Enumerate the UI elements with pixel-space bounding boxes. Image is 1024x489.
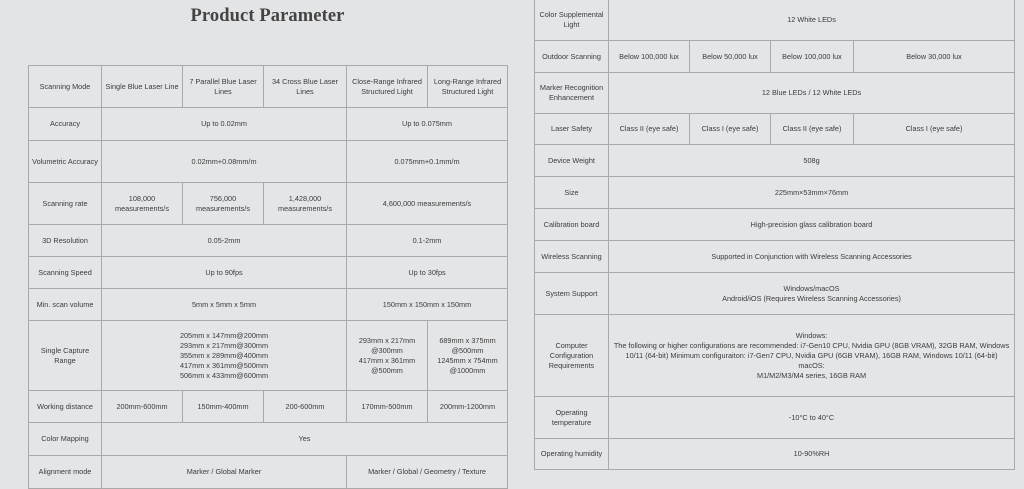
cell-value: Up to 90fps (102, 257, 347, 289)
table-row-volumetric-accuracy (29, 141, 508, 183)
table-row-working-distance (29, 391, 508, 423)
cell-value: 225mm×53mm×76mm (609, 177, 1015, 209)
table-row-scanning-speed (29, 257, 508, 289)
table-row-alignment-mode (29, 456, 508, 489)
row-label: Accuracy (29, 108, 102, 141)
table-row-accuracy (29, 108, 508, 141)
cell-value: 200mm-600mm (102, 391, 183, 423)
row-label: Color Supplemental Light (535, 0, 609, 41)
mode-header: 7 Parallel Blue Laser Lines (183, 66, 264, 108)
row-label: 3D Resolution (29, 225, 102, 257)
table-row-color-mapping (29, 423, 508, 456)
cell-value: Below 100,000 lux (609, 41, 690, 73)
row-label: Operating temperature (535, 397, 609, 439)
row-label: Working distance (29, 391, 102, 423)
cell-value: Marker / Global Marker (102, 456, 347, 489)
table-row-operating-temperature (535, 397, 1015, 439)
table-row-computer-requirements (535, 315, 1015, 397)
row-label: Marker Recognition Enhancement (535, 73, 609, 114)
mode-header: Long-Range Infrared Structured Light (428, 66, 508, 108)
table-row-3d-resolution (29, 225, 508, 257)
cell-value: Class I (eye safe) (690, 114, 771, 145)
row-label: System Support (535, 273, 609, 315)
cell-value: 205mm x 147mm@200mm 293mm x 217mm@300mm 355mm x 289mm@400mm 417mm x 361mm@500mm 506mm x 433mm@600mm (102, 321, 347, 391)
row-label: Device Weight (535, 145, 609, 177)
cell-value: -10°C to 40°C (609, 397, 1015, 439)
cell-value: Up to 0.02mm (102, 108, 347, 141)
cell-value: 200mm-1200mm (428, 391, 508, 423)
cell-value: Class I (eye safe) (854, 114, 1015, 145)
row-label: Computer Configuration Requirements (535, 315, 609, 397)
table-row-size (535, 177, 1015, 209)
table-row-calibration-board (535, 209, 1015, 241)
row-label: Scanning Speed (29, 257, 102, 289)
mode-header: 34 Cross Blue Laser Lines (264, 66, 347, 108)
cell-value: 293mm x 217mm @300mm 417mm x 361mm @500mm (347, 321, 428, 391)
row-label: Size (535, 177, 609, 209)
cell-value: 150mm-400mm (183, 391, 264, 423)
row-label: Scanning Mode (29, 66, 102, 108)
table-row-system-support (535, 273, 1015, 315)
row-label: Volumetric Accuracy (29, 141, 102, 183)
cell-value: 756,000 measurements/s (183, 183, 264, 225)
table-row-device-weight (535, 145, 1015, 177)
row-label: Single Capture Range (29, 321, 102, 391)
cell-value: 12 White LEDs (609, 0, 1015, 41)
table-row-single-capture-range (29, 321, 508, 391)
cell-value: 0.1-2mm (347, 225, 508, 257)
cell-value: Windows: The following or higher configurations are recommended: i7-Gen10 CPU, Nvidia GPU (8GB VRAM), 32GB RAM, Windows 10/11 (64-bit) Minimum configuraiton: i7-Gen7 CPU, Nvidia GPU (6GB VRAM), 16GB RAM, Windows 10/11 (64-bit) macOS: M1/M2/M3/M4 series, 16GB RAM (609, 315, 1015, 397)
mode-header: Single Blue Laser Line (102, 66, 183, 108)
table-row-min-scan-volume (29, 289, 508, 321)
row-label: Alignment mode (29, 456, 102, 489)
cell-value: Marker / Global / Geometry / Texture (347, 456, 508, 489)
table-row-outdoor-scanning (535, 41, 1015, 73)
cell-value: Windows/macOS Android/iOS (Requires Wireless Scanning Accessories) (609, 273, 1015, 315)
row-label: Min. scan volume (29, 289, 102, 321)
cell-value: Class II (eye safe) (609, 114, 690, 145)
cell-value: Up to 30fps (347, 257, 508, 289)
cell-value: 0.05-2mm (102, 225, 347, 257)
cell-value: Up to 0.075mm (347, 108, 508, 141)
spec-table-right (534, 0, 1015, 470)
row-label: Outdoor Scanning (535, 41, 609, 73)
cell-value: Supported in Conjunction with Wireless Scanning Accessories (609, 241, 1015, 273)
cell-value: Below 30,000 lux (854, 41, 1015, 73)
cell-value: 1,428,000 measurements/s (264, 183, 347, 225)
table-row-scanning-mode (29, 66, 508, 108)
cell-value: 508g (609, 145, 1015, 177)
cell-value: 200-600mm (264, 391, 347, 423)
cell-value: Class II (eye safe) (771, 114, 854, 145)
cell-value: 12 Blue LEDs / 12 White LEDs (609, 73, 1015, 114)
table-row-marker-recognition (535, 73, 1015, 114)
cell-value: Yes (102, 423, 508, 456)
mode-header: Close-Range Infrared Structured Light (347, 66, 428, 108)
table-row-wireless-scanning (535, 241, 1015, 273)
row-label: Calibration board (535, 209, 609, 241)
cell-value: 0.02mm+0.08mm/m (102, 141, 347, 183)
table-row-color-supplemental-light (535, 0, 1015, 41)
row-label: Operating humidity (535, 439, 609, 470)
cell-value: 0.075mm+0.1mm/m (347, 141, 508, 183)
cell-value: 170mm-500mm (347, 391, 428, 423)
row-label: Color Mapping (29, 423, 102, 456)
row-label: Wireless Scanning (535, 241, 609, 273)
cell-value: Below 50,000 lux (690, 41, 771, 73)
cell-value: Below 100,000 lux (771, 41, 854, 73)
page-title: Product Parameter (190, 6, 345, 26)
cell-value: 689mm x 375mm @500mm 1245mm x 754mm @1000mm (428, 321, 508, 391)
cell-value: 10-90%RH (609, 439, 1015, 470)
table-row-operating-humidity (535, 439, 1015, 470)
cell-value: High-precision glass calibration board (609, 209, 1015, 241)
table-row-scanning-rate (29, 183, 508, 225)
table-row-laser-safety (535, 114, 1015, 145)
row-label: Laser Safety (535, 114, 609, 145)
cell-value: 150mm x 150mm x 150mm (347, 289, 508, 321)
cell-value: 4,600,000 measurements/s (347, 183, 508, 225)
spec-table-left (28, 65, 508, 489)
cell-value: 108,000 measurements/s (102, 183, 183, 225)
cell-value: 5mm x 5mm x 5mm (102, 289, 347, 321)
row-label: Scanning rate (29, 183, 102, 225)
